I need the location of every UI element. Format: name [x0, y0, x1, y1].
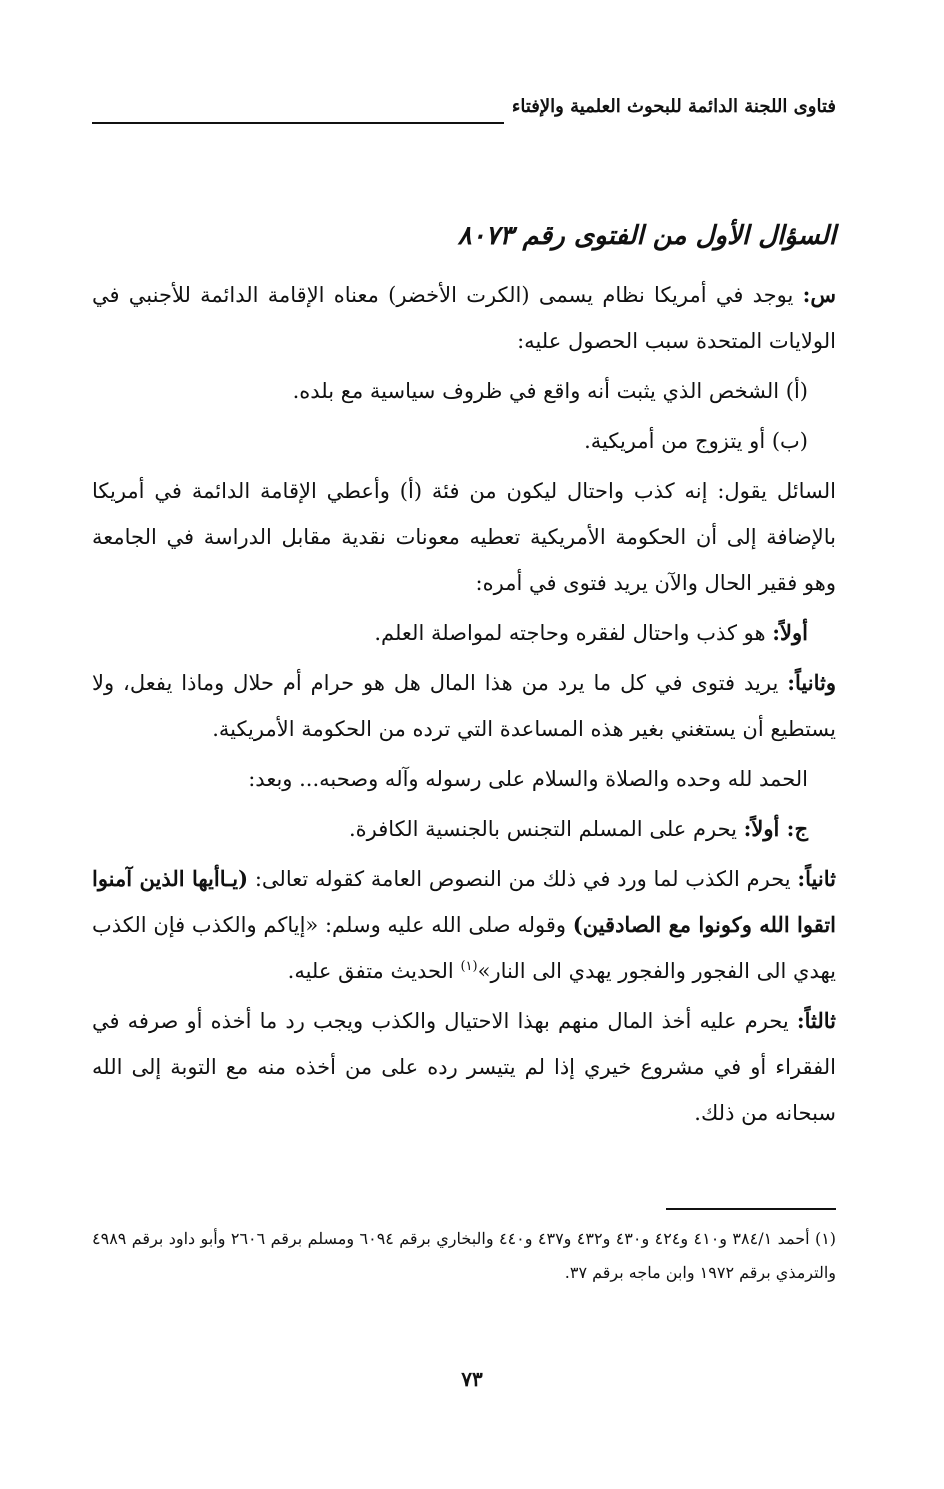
answer-first-text: يحرم على المسلم التجنس بالجنسية الكافرة.	[348, 817, 737, 841]
answer-first-lead: ج: أولاً:	[743, 816, 808, 841]
quran-verse: (يـاأيها الذين آمنوا اتقوا الله وكونوا مع الصادقين)	[92, 866, 836, 937]
footnote-1: (١) أحمد ٣٨٤/١ و٤١٠ و٤٢٤ و٤٣٠ و٤٣٢ و٤٣٧ و٤٤٠ والبخاري برقم ٦٠٩٤ ومسلم برقم ٢٦٠٦ وأبو داود برقم ٤٩٨٩ والترمذي برقم ١٩٧٢ وابن ماجه برقم ٣٧.	[92, 1229, 837, 1282]
footnotes	[92, 1222, 836, 1290]
answer-third-point	[92, 998, 836, 1136]
question-first-lead: أولاً:	[772, 620, 808, 645]
answer-third-lead: ثالثاً:	[796, 1008, 836, 1033]
footnote-separator	[666, 1208, 836, 1210]
answer-second-lead: ثانياً:	[797, 866, 836, 891]
answer-second-after: الحديث متفق عليه.	[287, 959, 454, 983]
question-title: السؤال الأول من الفتوى رقم ٨٠٧٣	[457, 221, 836, 251]
option-b: (ب) أو يتزوج من أمريكية.	[584, 429, 808, 453]
footnote-reference: (١)	[460, 959, 478, 974]
main-content	[92, 214, 836, 1140]
header-rule	[92, 122, 504, 124]
running-header	[92, 96, 836, 126]
answer-second-before: يحرم الكذب لما ورد في ذلك من النصوص العامة كقوله تعالى:	[254, 867, 791, 891]
question-lead: س:	[802, 282, 836, 307]
question-first-point	[92, 610, 836, 656]
answer-second-middle: وقوله صلى الله عليه وسلم: «إياكم والكذب فإن الكذب يهدي الى الفجور والفجور يهدي الى النار»	[92, 913, 836, 983]
question-second-lead: وثانياً:	[787, 670, 836, 695]
questioner-story: السائل يقول: إنه كذب واحتال ليكون من فئة (أ) وأعطي الإقامة الدائمة في أمريكا بالإضافة إلى أن الحكومة الأمريكية تعطيه معونات نقدية مقابل الدراسة في الجامعة وهو فقير الحال والآن يريد فتوى في أمره:	[92, 479, 836, 595]
answer-first-point	[92, 806, 836, 852]
question-intro-text: يوجد في أمريكا نظام يسمى (الكرت الأخضر) معناه الإقامة الدائمة للأجنبي في الولايات المتحدة سبب الحصول عليه:	[92, 283, 836, 353]
question-second-point	[92, 660, 836, 752]
page-number: ٧٣	[461, 1367, 483, 1391]
question-first-text: هو كذب واحتال لفقره وحاجته لمواصلة العلم.	[374, 621, 766, 645]
answer-third-text: يحرم عليه أخذ المال منهم بهذا الاحتيال والكذب ويجب رد ما أخذه أو صرفه في الفقراء أو في مشروع خيري إذا لم يتيسر رده على من أخذه منه مع التوبة إلى الله سبحانه من ذلك.	[92, 1009, 836, 1125]
answer-second-point	[92, 856, 836, 994]
answer-praise: الحمد لله وحده والصلاة والسلام على رسوله وآله وصحبه... وبعد:	[248, 767, 808, 791]
question-intro	[92, 272, 836, 364]
question-second-text: يريد فتوى في كل ما يرد من هذا المال هل هو حرام أم حلال وماذا يفعل، ولا يستطيع أن يستغني بغير هذه المساعدة التي ترده من الحكومة الأمريكية.	[92, 671, 836, 741]
header-title: فتاوى اللجنة الدائمة للبحوث العلمية والإفتاء	[511, 96, 836, 117]
option-a: (أ) الشخص الذي يثبت أنه واقع في ظروف سياسية مع بلده.	[292, 379, 808, 403]
